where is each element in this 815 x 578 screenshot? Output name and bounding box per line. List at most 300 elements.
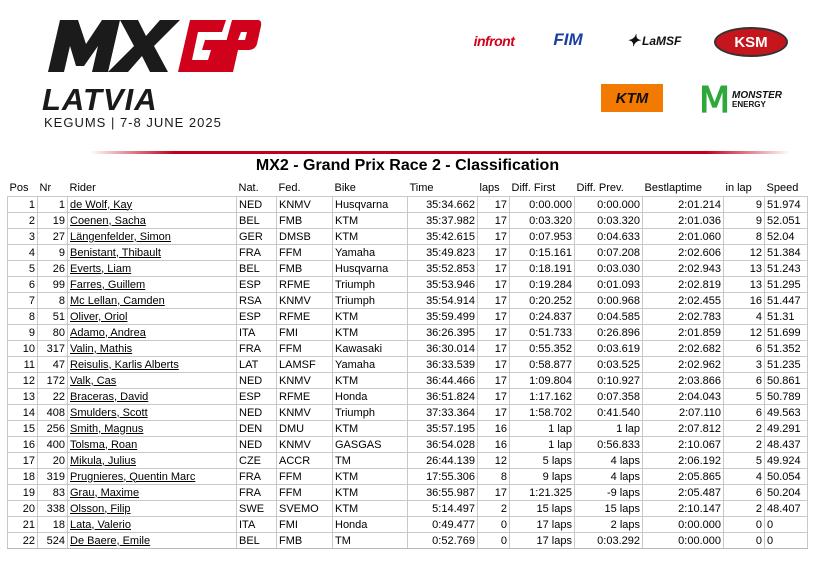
cell-speed: 51.243 xyxy=(765,261,808,277)
cell-in-lap: 13 xyxy=(724,277,765,293)
cell-nat: ITA xyxy=(237,325,277,341)
rider-link[interactable]: Smith, Magnus xyxy=(68,421,237,437)
cell-diff-first: 0:07.953 xyxy=(510,229,575,245)
ktm-logo: KTM xyxy=(601,84,663,112)
cell-bestlaptime: 2:07.110 xyxy=(643,405,724,421)
cell-pos: 12 xyxy=(8,373,38,389)
table-row xyxy=(8,245,808,261)
cell-bike: Triumph xyxy=(333,293,408,309)
cell-diff-prev: 0:07.358 xyxy=(575,389,643,405)
cell-diff-first: 0:19.284 xyxy=(510,277,575,293)
cell-in-lap: 3 xyxy=(724,357,765,373)
cell-diff-prev: 4 laps xyxy=(575,453,643,469)
cell-bestlaptime: 2:03.866 xyxy=(643,373,724,389)
cell-bestlaptime: 2:01.859 xyxy=(643,325,724,341)
cell-diff-first: 0:00.000 xyxy=(510,197,575,213)
cell-nr: 319 xyxy=(38,469,68,485)
cell-in-lap: 12 xyxy=(724,325,765,341)
cell-speed: 48.437 xyxy=(765,437,808,453)
classification-table-body xyxy=(8,197,808,549)
rider-link[interactable]: Olsson, Filip xyxy=(68,501,237,517)
cell-pos: 10 xyxy=(8,341,38,357)
cell-nr: 524 xyxy=(38,533,68,549)
cell-nat: ITA xyxy=(237,517,277,533)
cell-diff-prev: 0:04.585 xyxy=(575,309,643,325)
cell-in-lap: 12 xyxy=(724,245,765,261)
cell-bike: KTM xyxy=(333,373,408,389)
table-row xyxy=(8,373,808,389)
cell-bestlaptime: 2:02.455 xyxy=(643,293,724,309)
rider-link[interactable]: Smulders, Scott xyxy=(68,405,237,421)
cell-bike: Triumph xyxy=(333,277,408,293)
col-header-rider: Rider xyxy=(68,180,237,197)
cell-bike: KTM xyxy=(333,485,408,501)
cell-nat: GER xyxy=(237,229,277,245)
cell-fed: RFME xyxy=(277,309,333,325)
cell-time: 35:52.853 xyxy=(408,261,478,277)
cell-diff-first: 0:18.191 xyxy=(510,261,575,277)
cell-diff-prev: 0:03.320 xyxy=(575,213,643,229)
cell-in-lap: 9 xyxy=(724,197,765,213)
cell-speed: 51.699 xyxy=(765,325,808,341)
cell-in-lap: 5 xyxy=(724,453,765,469)
cell-diff-prev: 2 laps xyxy=(575,517,643,533)
cell-speed: 50.789 xyxy=(765,389,808,405)
rider-link[interactable]: Benistant, Thibault xyxy=(68,245,237,261)
rider-link[interactable]: Valk, Cas xyxy=(68,373,237,389)
col-header-bike: Bike xyxy=(333,180,408,197)
cell-bike: KTM xyxy=(333,469,408,485)
cell-laps: 17 xyxy=(478,229,510,245)
header-divider xyxy=(90,151,790,154)
cell-diff-prev: 0:56.833 xyxy=(575,437,643,453)
cell-bestlaptime: 2:04.043 xyxy=(643,389,724,405)
cell-pos: 14 xyxy=(8,405,38,421)
table-row xyxy=(8,485,808,501)
cell-diff-first: 0:51.733 xyxy=(510,325,575,341)
cell-fed: RFME xyxy=(277,389,333,405)
event-date-location: KEGUMS | 7-8 JUNE 2025 xyxy=(44,115,222,130)
cell-in-lap: 5 xyxy=(724,389,765,405)
cell-diff-prev: 0:03.619 xyxy=(575,341,643,357)
cell-time: 5:14.497 xyxy=(408,501,478,517)
cell-time: 36:55.987 xyxy=(408,485,478,501)
cell-bestlaptime: 2:02.962 xyxy=(643,357,724,373)
cell-laps: 17 xyxy=(478,389,510,405)
cell-bike: KTM xyxy=(333,229,408,245)
cell-diff-prev: 0:04.633 xyxy=(575,229,643,245)
cell-time: 35:54.914 xyxy=(408,293,478,309)
cell-nr: 27 xyxy=(38,229,68,245)
cell-diff-prev: 15 laps xyxy=(575,501,643,517)
cell-diff-first: 9 laps xyxy=(510,469,575,485)
cell-in-lap: 4 xyxy=(724,309,765,325)
cell-laps: 17 xyxy=(478,261,510,277)
cell-time: 35:34.662 xyxy=(408,197,478,213)
cell-nr: 51 xyxy=(38,309,68,325)
cell-fed: FMB xyxy=(277,213,333,229)
cell-nat: BEL xyxy=(237,533,277,549)
cell-fed: FMI xyxy=(277,517,333,533)
cell-nat: FRA xyxy=(237,485,277,501)
cell-time: 35:49.823 xyxy=(408,245,478,261)
cell-pos: 2 xyxy=(8,213,38,229)
cell-pos: 3 xyxy=(8,229,38,245)
cell-diff-prev: 0:00.000 xyxy=(575,197,643,213)
cell-pos: 15 xyxy=(8,421,38,437)
cell-time: 35:59.499 xyxy=(408,309,478,325)
cell-fed: FFM xyxy=(277,469,333,485)
cell-fed: DMSB xyxy=(277,229,333,245)
cell-pos: 17 xyxy=(8,453,38,469)
cell-bike: TM xyxy=(333,533,408,549)
cell-in-lap: 13 xyxy=(724,261,765,277)
col-header-speed: Speed xyxy=(765,180,808,197)
cell-bike: GASGAS xyxy=(333,437,408,453)
cell-diff-first: 0:20.252 xyxy=(510,293,575,309)
cell-bike: Honda xyxy=(333,517,408,533)
cell-bestlaptime: 2:05.487 xyxy=(643,485,724,501)
cell-diff-first: 1 lap xyxy=(510,437,575,453)
cell-nat: NED xyxy=(237,197,277,213)
cell-diff-prev: 4 laps xyxy=(575,469,643,485)
cell-speed: 49.924 xyxy=(765,453,808,469)
fim-logo: FIM xyxy=(553,30,583,49)
cell-bike: Triumph xyxy=(333,405,408,421)
cell-laps: 17 xyxy=(478,293,510,309)
rider-link[interactable]: De Baere, Emile xyxy=(68,533,237,549)
col-header-nr: Nr xyxy=(38,180,68,197)
cell-bestlaptime: 2:02.943 xyxy=(643,261,724,277)
cell-in-lap: 2 xyxy=(724,421,765,437)
cell-time: 36:54.028 xyxy=(408,437,478,453)
cell-fed: KNMV xyxy=(277,197,333,213)
cell-speed: 0 xyxy=(765,517,808,533)
cell-diff-first: 1:58.702 xyxy=(510,405,575,421)
cell-nat: RSA xyxy=(237,293,277,309)
cell-diff-first: 0:24.837 xyxy=(510,309,575,325)
cell-pos: 8 xyxy=(8,309,38,325)
table-row xyxy=(8,469,808,485)
table-row xyxy=(8,389,808,405)
cell-bestlaptime: 0:00.000 xyxy=(643,533,724,549)
col-header-diff-first: Diff. First xyxy=(510,180,575,197)
cell-nr: 22 xyxy=(38,389,68,405)
col-header-nat: Nat. xyxy=(237,180,277,197)
rider-link[interactable]: Adamo, Andrea xyxy=(68,325,237,341)
cell-laps: 17 xyxy=(478,213,510,229)
cell-speed: 50.861 xyxy=(765,373,808,389)
col-header-pos: Pos xyxy=(8,180,38,197)
rider-link[interactable]: Oliver, Oriol xyxy=(68,309,237,325)
cell-pos: 20 xyxy=(8,501,38,517)
cell-bike: Husqvarna xyxy=(333,261,408,277)
cell-in-lap: 4 xyxy=(724,469,765,485)
cell-fed: KNMV xyxy=(277,437,333,453)
table-row xyxy=(8,341,808,357)
table-row xyxy=(8,325,808,341)
monster-energy-logo: Ⅿ MONSTER ENERGY xyxy=(698,79,783,120)
cell-nat: FRA xyxy=(237,469,277,485)
cell-bike: KTM xyxy=(333,501,408,517)
col-header-fed: Fed. xyxy=(277,180,333,197)
ksm-logo: KSM xyxy=(714,27,788,57)
cell-diff-first: 0:15.161 xyxy=(510,245,575,261)
cell-time: 35:37.982 xyxy=(408,213,478,229)
table-row xyxy=(8,501,808,517)
cell-in-lap: 0 xyxy=(724,533,765,549)
cell-pos: 16 xyxy=(8,437,38,453)
table-row xyxy=(8,421,808,437)
cell-speed: 48.407 xyxy=(765,501,808,517)
cell-laps: 2 xyxy=(478,501,510,517)
cell-fed: RFME xyxy=(277,277,333,293)
cell-bike: Yamaha xyxy=(333,245,408,261)
cell-bestlaptime: 2:07.812 xyxy=(643,421,724,437)
cell-laps: 17 xyxy=(478,277,510,293)
cell-diff-prev: 0:03.525 xyxy=(575,357,643,373)
cell-bike: TM xyxy=(333,453,408,469)
cell-time: 36:30.014 xyxy=(408,341,478,357)
cell-speed: 0 xyxy=(765,533,808,549)
cell-bike: Yamaha xyxy=(333,357,408,373)
cell-pos: 19 xyxy=(8,485,38,501)
cell-bike: Husqvarna xyxy=(333,197,408,213)
classification-title: MX2 - Grand Prix Race 2 - Classification xyxy=(255,157,560,174)
cell-nat: NED xyxy=(237,405,277,421)
cell-laps: 0 xyxy=(478,533,510,549)
cell-nr: 47 xyxy=(38,357,68,373)
rider-link[interactable]: Prugnieres, Quentin Marc xyxy=(68,469,237,485)
cell-speed: 52.04 xyxy=(765,229,808,245)
cell-diff-prev: 0:41.540 xyxy=(575,405,643,421)
cell-speed: 50.204 xyxy=(765,485,808,501)
cell-laps: 8 xyxy=(478,469,510,485)
cell-in-lap: 6 xyxy=(724,405,765,421)
cell-nat: FRA xyxy=(237,341,277,357)
cell-fed: FMB xyxy=(277,533,333,549)
cell-speed: 51.384 xyxy=(765,245,808,261)
table-row xyxy=(8,357,808,373)
cell-time: 37:33.364 xyxy=(408,405,478,421)
cell-in-lap: 2 xyxy=(724,437,765,453)
infront-logo: infront xyxy=(473,33,515,49)
cell-nr: 18 xyxy=(38,517,68,533)
cell-fed: ACCR xyxy=(277,453,333,469)
cell-nat: ESP xyxy=(237,309,277,325)
mxgp-logo xyxy=(40,14,262,76)
cell-time: 26:44.139 xyxy=(408,453,478,469)
cell-nr: 1 xyxy=(38,197,68,213)
cell-diff-first: 0:58.877 xyxy=(510,357,575,373)
cell-fed: LAMSF xyxy=(277,357,333,373)
cell-speed: 49.291 xyxy=(765,421,808,437)
cell-nat: SWE xyxy=(237,501,277,517)
cell-speed: 52.051 xyxy=(765,213,808,229)
col-header-time: Time xyxy=(408,180,478,197)
lamsf-logo: ✦ LaMSF xyxy=(626,33,682,50)
cell-bike: KTM xyxy=(333,325,408,341)
cell-fed: KNMV xyxy=(277,373,333,389)
cell-fed: FFM xyxy=(277,245,333,261)
cell-nr: 400 xyxy=(38,437,68,453)
cell-laps: 17 xyxy=(478,405,510,421)
rider-link[interactable]: Längenfelder, Simon xyxy=(68,229,237,245)
cell-diff-prev: 0:26.896 xyxy=(575,325,643,341)
cell-speed: 49.563 xyxy=(765,405,808,421)
cell-diff-prev: 1 lap xyxy=(575,421,643,437)
cell-bike: KTM xyxy=(333,309,408,325)
cell-in-lap: 9 xyxy=(724,213,765,229)
cell-time: 17:55.306 xyxy=(408,469,478,485)
cell-speed: 51.235 xyxy=(765,357,808,373)
cell-time: 36:51.824 xyxy=(408,389,478,405)
cell-bestlaptime: 2:01.036 xyxy=(643,213,724,229)
rider-link[interactable]: Valin, Mathis xyxy=(68,341,237,357)
table-row xyxy=(8,453,808,469)
rider-link[interactable]: Coenen, Sacha xyxy=(68,213,237,229)
col-header-laps: laps xyxy=(478,180,510,197)
event-title: LATVIA xyxy=(42,82,158,117)
cell-time: 36:33.539 xyxy=(408,357,478,373)
cell-time: 0:49.477 xyxy=(408,517,478,533)
cell-bestlaptime: 2:06.192 xyxy=(643,453,724,469)
cell-nat: NED xyxy=(237,437,277,453)
rider-link[interactable]: Lata, Valerio xyxy=(68,517,237,533)
col-header-in-lap: in lap xyxy=(724,180,765,197)
cell-time: 36:44.466 xyxy=(408,373,478,389)
cell-pos: 7 xyxy=(8,293,38,309)
cell-in-lap: 6 xyxy=(724,373,765,389)
cell-bike: Honda xyxy=(333,389,408,405)
cell-diff-first: 5 laps xyxy=(510,453,575,469)
table-row xyxy=(8,517,808,533)
cell-diff-prev: 0:03.030 xyxy=(575,261,643,277)
cell-bestlaptime: 2:02.783 xyxy=(643,309,724,325)
cell-nat: NED xyxy=(237,373,277,389)
cell-diff-prev: 0:00.968 xyxy=(575,293,643,309)
rider-link[interactable]: Farres, Guillem xyxy=(68,277,237,293)
cell-laps: 16 xyxy=(478,437,510,453)
cell-diff-first: 0:03.320 xyxy=(510,213,575,229)
rider-link[interactable]: Mikula, Julius xyxy=(68,453,237,469)
cell-nr: 80 xyxy=(38,325,68,341)
cell-bestlaptime: 0:00.000 xyxy=(643,517,724,533)
cell-fed: FMI xyxy=(277,325,333,341)
cell-nr: 99 xyxy=(38,277,68,293)
cell-diff-first: 1:17.162 xyxy=(510,389,575,405)
col-header-bestlaptime: Bestlaptime xyxy=(643,180,724,197)
cell-time: 35:53.946 xyxy=(408,277,478,293)
cell-speed: 51.295 xyxy=(765,277,808,293)
rider-link[interactable]: Grau, Maxime xyxy=(68,485,237,501)
cell-pos: 22 xyxy=(8,533,38,549)
cell-laps: 12 xyxy=(478,453,510,469)
table-row xyxy=(8,213,808,229)
cell-pos: 13 xyxy=(8,389,38,405)
cell-laps: 17 xyxy=(478,357,510,373)
cell-in-lap: 6 xyxy=(724,341,765,357)
cell-bike: KTM xyxy=(333,213,408,229)
cell-speed: 50.054 xyxy=(765,469,808,485)
cell-bestlaptime: 2:10.147 xyxy=(643,501,724,517)
lamsf-emblem-icon: ✦ xyxy=(626,33,641,50)
cell-fed: FFM xyxy=(277,341,333,357)
cell-laps: 17 xyxy=(478,485,510,501)
cell-time: 35:42.615 xyxy=(408,229,478,245)
cell-bestlaptime: 2:02.819 xyxy=(643,277,724,293)
cell-diff-first: 1 lap xyxy=(510,421,575,437)
cell-nr: 172 xyxy=(38,373,68,389)
table-row xyxy=(8,405,808,421)
cell-nat: ESP xyxy=(237,277,277,293)
cell-nr: 8 xyxy=(38,293,68,309)
header xyxy=(0,0,815,150)
rider-link[interactable]: Everts, Liam xyxy=(68,261,237,277)
cell-fed: DMU xyxy=(277,421,333,437)
cell-in-lap: 16 xyxy=(724,293,765,309)
cell-diff-first: 1:21.325 xyxy=(510,485,575,501)
cell-diff-first: 15 laps xyxy=(510,501,575,517)
cell-fed: SVEMO xyxy=(277,501,333,517)
cell-speed: 51.352 xyxy=(765,341,808,357)
cell-bestlaptime: 2:01.214 xyxy=(643,197,724,213)
cell-nat: FRA xyxy=(237,245,277,261)
table-row xyxy=(8,309,808,325)
cell-pos: 11 xyxy=(8,357,38,373)
cell-pos: 5 xyxy=(8,261,38,277)
cell-speed: 51.974 xyxy=(765,197,808,213)
cell-nr: 20 xyxy=(38,453,68,469)
cell-speed: 51.31 xyxy=(765,309,808,325)
cell-bike: KTM xyxy=(333,421,408,437)
table-row xyxy=(8,277,808,293)
cell-fed: KNMV xyxy=(277,405,333,421)
cell-nr: 408 xyxy=(38,405,68,421)
cell-nr: 19 xyxy=(38,213,68,229)
cell-laps: 0 xyxy=(478,517,510,533)
cell-nat: BEL xyxy=(237,213,277,229)
cell-laps: 17 xyxy=(478,197,510,213)
classification-table xyxy=(7,180,808,549)
cell-laps: 17 xyxy=(478,341,510,357)
cell-in-lap: 2 xyxy=(724,501,765,517)
cell-nr: 9 xyxy=(38,245,68,261)
rider-link[interactable]: Tolsma, Roan xyxy=(68,437,237,453)
cell-pos: 6 xyxy=(8,277,38,293)
cell-bestlaptime: 2:02.606 xyxy=(643,245,724,261)
table-row xyxy=(8,229,808,245)
cell-laps: 17 xyxy=(478,325,510,341)
cell-fed: FFM xyxy=(277,485,333,501)
cell-laps: 17 xyxy=(478,373,510,389)
rider-link[interactable]: Mc Lellan, Camden xyxy=(68,293,237,309)
cell-diff-prev: 0:07.208 xyxy=(575,245,643,261)
cell-bike: Kawasaki xyxy=(333,341,408,357)
cell-bestlaptime: 2:10.067 xyxy=(643,437,724,453)
table-row xyxy=(8,197,808,213)
cell-diff-prev: 0:03.292 xyxy=(575,533,643,549)
rider-link[interactable]: de Wolf, Kay xyxy=(68,197,237,213)
cell-diff-first: 0:55.352 xyxy=(510,341,575,357)
rider-link[interactable]: Reisulis, Karlis Alberts xyxy=(68,357,237,373)
cell-pos: 21 xyxy=(8,517,38,533)
cell-fed: KNMV xyxy=(277,293,333,309)
cell-nat: BEL xyxy=(237,261,277,277)
table-row xyxy=(8,533,808,549)
rider-link[interactable]: Braceras, David xyxy=(68,389,237,405)
cell-speed: 51.447 xyxy=(765,293,808,309)
